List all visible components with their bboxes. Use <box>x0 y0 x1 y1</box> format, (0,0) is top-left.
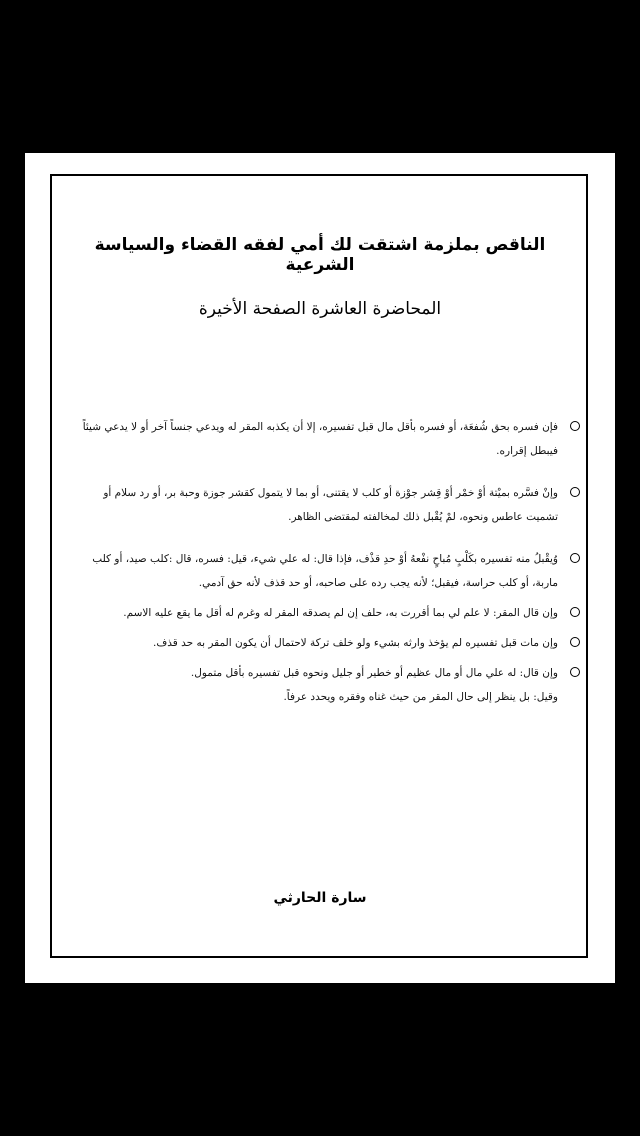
list-item-text: وإن قال المقر: لا علم لي بما أقررت به، حلف إن لم يصدقه المقر له وغرم له أقل ما يقع عليه الاسم. <box>123 607 558 619</box>
list-item-text: وإن قال: له علي مال أو مال عظيم أو خطير أو جليل ونحوه قبل تفسيره بأقل متمول. <box>190 667 558 679</box>
document-page <box>25 153 615 983</box>
list-item-text: وإنْ فسَّره بميْتة أوْ خمْر أوْ قِشر جوْزة أو كلب لا يقتنى، أو بما لا يتمول كقشر جوزة وحبة بر، أو رد سلام أو تشميت عاطس ونحوه، لمْ يُقْبل ذلك لمخالفته لمقتضى الظاهر. <box>103 487 558 523</box>
list-item-text: وُيقْبلُ منه تفسيره بكَلْبٍ مُباحٍ نفْعهُ أوْ حدِ قذْف، فإذا قال: له علي شيء، قيل: فسره، قال :كلب صيد، أو كلب ماربة، أو كلب حراسة، فيقبل؛ لأنه يجب رده على صاحبه، أو حد قذف لأنه حق آدمي. <box>92 553 558 589</box>
circle-bullet-icon <box>570 667 580 677</box>
document-subtitle: المحاضرة العاشرة الصفحة الأخيرة <box>198 299 442 319</box>
circle-bullet-icon <box>570 421 580 431</box>
list-item <box>80 661 580 685</box>
list-item-text: وإن مات قبل تفسيره لم يؤخذ وارثه بشيء ولو خلف تركة لاحتمال أن يكون المقر به حد قذف. <box>153 637 558 649</box>
list-item <box>80 601 580 625</box>
list-item-text: فإن فسره بحق شُفعَة، أو فسره بأقل مال قبل تفسيره، إلا أن يكذبه المقر له ويدعي جنساً آخر أو لا يدعي شيئاً فيبطل إقراره. <box>82 421 558 457</box>
circle-bullet-icon <box>570 487 580 497</box>
list-item <box>80 631 580 655</box>
list-item <box>80 547 580 595</box>
circle-bullet-icon <box>570 607 580 617</box>
author-name: سارة الحارثي <box>273 890 367 906</box>
note-text: وقيل: بل ينظر إلى حال المقر من حيث غناه وفقره ويحدد عرفاً. <box>283 691 558 703</box>
list-item <box>80 481 580 529</box>
document-content <box>80 415 580 709</box>
document-title: الناقص بملزمة اشتقت لك أمي لفقه القضاء والسياسة الشرعية <box>94 235 546 275</box>
list-item <box>80 415 580 463</box>
circle-bullet-icon <box>570 637 580 647</box>
circle-bullet-icon <box>570 553 580 563</box>
